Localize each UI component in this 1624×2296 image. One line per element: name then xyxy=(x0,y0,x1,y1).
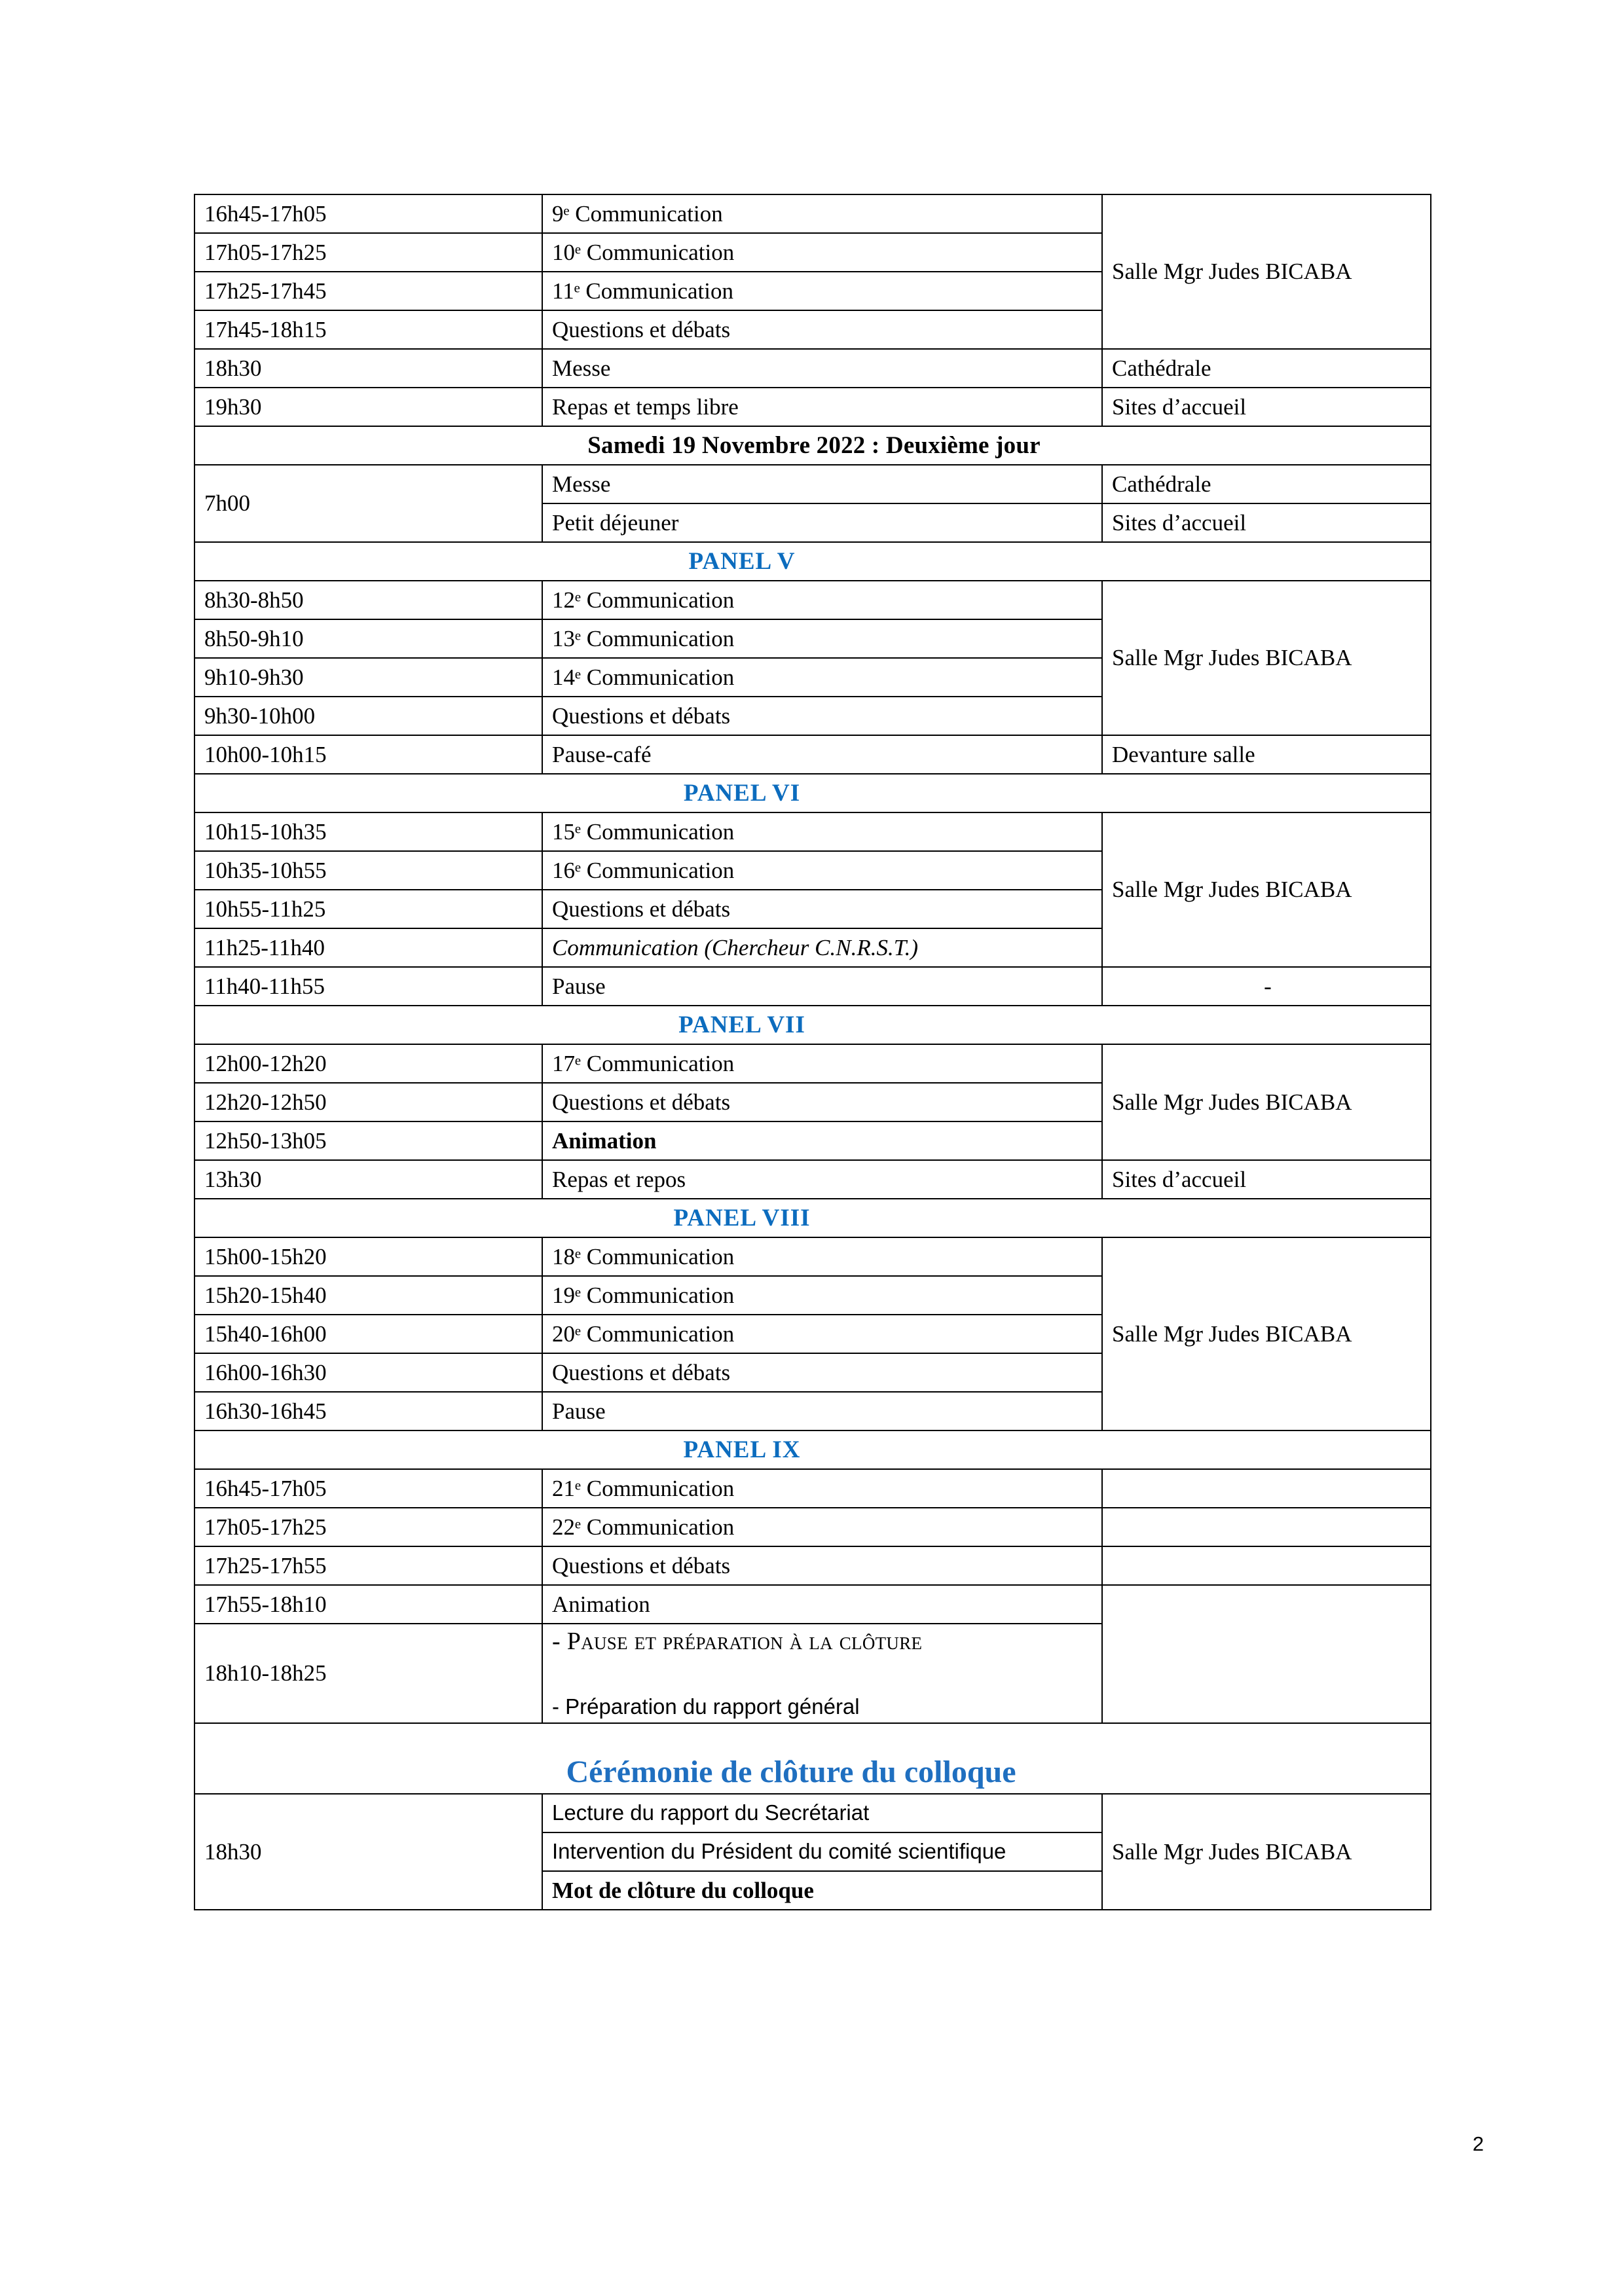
cell-activity: 9ᵉ Communication xyxy=(542,194,1102,233)
cell-time: 17h25-17h45 xyxy=(194,272,542,310)
cell-time: 17h45-18h15 xyxy=(194,310,542,349)
table-row xyxy=(194,967,1431,1006)
panel-heading-cell xyxy=(194,542,1431,581)
schedule-table xyxy=(194,194,1431,1910)
table-row xyxy=(194,1044,1431,1083)
cell-activity: 10ᵉ Communication xyxy=(542,233,1102,272)
cell-activity: Questions et débats xyxy=(542,890,1102,928)
cell-activity: Repas et repos xyxy=(542,1160,1102,1199)
cell-time: 9h10-9h30 xyxy=(194,658,542,697)
panel-heading-cell xyxy=(194,1199,1431,1237)
cell-time: 12h20-12h50 xyxy=(194,1083,542,1121)
panel-label: PANEL IX xyxy=(683,1436,801,1463)
table-row xyxy=(194,349,1431,388)
panel-heading-row xyxy=(194,1430,1431,1469)
table-row xyxy=(194,194,1431,233)
schedule-sheet xyxy=(194,194,1430,1910)
cell-activity: Questions et débats xyxy=(542,697,1102,735)
cell-time: 11h25-11h40 xyxy=(194,928,542,967)
closing-ceremony-title: Cérémonie de clôture du colloque xyxy=(566,1754,1016,1789)
cell-time: 16h45-17h05 xyxy=(194,194,542,233)
panel-heading-row xyxy=(194,1199,1431,1237)
table-row xyxy=(194,465,1431,503)
cell-time: 11h40-11h55 xyxy=(194,967,542,1006)
cell-time: 18h30 xyxy=(194,349,542,388)
cell-activity: 11ᵉ Communication xyxy=(542,272,1102,310)
cell-time: 16h45-17h05 xyxy=(194,1469,542,1508)
cell-venue: Devanture salle xyxy=(1102,735,1431,774)
cell-activity: Animation xyxy=(542,1585,1102,1624)
panel-heading-cell xyxy=(194,1430,1431,1469)
panel-label: PANEL VIII xyxy=(673,1204,811,1231)
cell-venue xyxy=(1102,1585,1431,1723)
table-row xyxy=(194,1160,1431,1199)
page-number: 2 xyxy=(1472,2132,1484,2155)
cell-venue: Cathédrale xyxy=(1102,465,1431,503)
table-row xyxy=(194,1546,1431,1585)
panel-heading-row xyxy=(194,1006,1431,1044)
cell-activity: Questions et débats xyxy=(542,1353,1102,1392)
cell-time: 10h15-10h35 xyxy=(194,812,542,851)
cell-time: 15h20-15h40 xyxy=(194,1276,542,1315)
day-banner-row xyxy=(194,426,1431,465)
panel-label: PANEL VI xyxy=(683,779,801,807)
cell-activity: 18ᵉ Communication xyxy=(542,1237,1102,1276)
cell-venue: Salle Mgr Judes BICABA xyxy=(1102,1044,1431,1160)
table-row xyxy=(194,735,1431,774)
cell-activity: Questions et débats xyxy=(542,310,1102,349)
cell-time: 8h30-8h50 xyxy=(194,581,542,619)
table-row xyxy=(194,1585,1431,1624)
cell-time: 15h00-15h20 xyxy=(194,1237,542,1276)
cell-activity: Pause xyxy=(542,967,1102,1006)
cell-time: 10h35-10h55 xyxy=(194,851,542,890)
cell-time: 17h55-18h10 xyxy=(194,1585,542,1624)
cell-activity: 12ᵉ Communication xyxy=(542,581,1102,619)
cell-activity: Messe xyxy=(542,349,1102,388)
cell-time: 15h40-16h00 xyxy=(194,1315,542,1353)
cell-time: 19h30 xyxy=(194,388,542,426)
pause-preparation-line: - Pause et préparation à la clôture xyxy=(552,1628,923,1655)
cell-time: 10h55-11h25 xyxy=(194,890,542,928)
cell-venue xyxy=(1102,1546,1431,1585)
cell-activity: Questions et débats xyxy=(542,1083,1102,1121)
cell-venue: Salle Mgr Judes BICABA xyxy=(1102,1794,1431,1910)
panel-label: PANEL VII xyxy=(678,1011,805,1038)
cell-activity xyxy=(542,1624,1102,1723)
cell-venue: Salle Mgr Judes BICABA xyxy=(1102,1237,1431,1430)
cell-activity: Communication (Chercheur C.N.R.S.T.) xyxy=(542,928,1102,967)
cell-activity: 13ᵉ Communication xyxy=(542,619,1102,658)
cell-venue: Salle Mgr Judes BICABA xyxy=(1102,194,1431,349)
cell-venue xyxy=(1102,1469,1431,1508)
cell-activity: Animation xyxy=(542,1121,1102,1160)
table-row xyxy=(194,1469,1431,1508)
cell-activity: Mot de clôture du colloque xyxy=(542,1871,1102,1910)
table-row xyxy=(194,388,1431,426)
cell-venue: Cathédrale xyxy=(1102,349,1431,388)
cell-activity: Pause-café xyxy=(542,735,1102,774)
panel-heading-row xyxy=(194,542,1431,581)
cell-activity: Messe xyxy=(542,465,1102,503)
cell-activity: 15ᵉ Communication xyxy=(542,812,1102,851)
cell-venue: Salle Mgr Judes BICABA xyxy=(1102,812,1431,967)
cell-activity: 21ᵉ Communication xyxy=(542,1469,1102,1508)
table-row xyxy=(194,812,1431,851)
cell-time: 12h00-12h20 xyxy=(194,1044,542,1083)
cell-time: 7h00 xyxy=(194,465,542,542)
closing-ceremony-cell xyxy=(194,1723,1431,1795)
cell-activity: Pause xyxy=(542,1392,1102,1430)
cell-activity: 19ᵉ Communication xyxy=(542,1276,1102,1315)
cell-time: 10h00-10h15 xyxy=(194,735,542,774)
rapport-general-line: - Préparation du rapport général xyxy=(552,1694,860,1719)
table-row xyxy=(194,1794,1431,1832)
cell-venue: Sites d’accueil xyxy=(1102,503,1431,542)
table-row xyxy=(194,581,1431,619)
cell-activity: Lecture du rapport du Secrétariat xyxy=(542,1794,1102,1832)
panel-label: PANEL V xyxy=(688,547,796,575)
cell-time: 9h30-10h00 xyxy=(194,697,542,735)
cell-time: 18h10-18h25 xyxy=(194,1624,542,1723)
cell-time: 17h05-17h25 xyxy=(194,1508,542,1546)
cell-time: 12h50-13h05 xyxy=(194,1121,542,1160)
cell-activity: 16ᵉ Communication xyxy=(542,851,1102,890)
cell-activity: 17ᵉ Communication xyxy=(542,1044,1102,1083)
cell-activity: Intervention du Président du comité scientifique xyxy=(542,1832,1102,1871)
cell-time: 17h05-17h25 xyxy=(194,233,542,272)
cell-activity: 20ᵉ Communication xyxy=(542,1315,1102,1353)
cell-time: 16h00-16h30 xyxy=(194,1353,542,1392)
day-banner-label: Samedi 19 Novembre 2022 : Deuxième jour xyxy=(194,426,1431,465)
cell-activity: 14ᵉ Communication xyxy=(542,658,1102,697)
cell-activity: Petit déjeuner xyxy=(542,503,1102,542)
cell-time: 13h30 xyxy=(194,1160,542,1199)
cell-time: 18h30 xyxy=(194,1794,542,1910)
cell-time: 17h25-17h55 xyxy=(194,1546,542,1585)
panel-heading-row xyxy=(194,774,1431,812)
cell-time: 8h50-9h10 xyxy=(194,619,542,658)
panel-heading-cell xyxy=(194,774,1431,812)
cell-venue: - xyxy=(1102,967,1431,1006)
table-row xyxy=(194,1237,1431,1276)
cell-venue: Sites d’accueil xyxy=(1102,388,1431,426)
cell-activity: Questions et débats xyxy=(542,1546,1102,1585)
cell-venue: Sites d’accueil xyxy=(1102,1160,1431,1199)
cell-activity: Repas et temps libre xyxy=(542,388,1102,426)
panel-heading-cell xyxy=(194,1006,1431,1044)
cell-venue xyxy=(1102,1508,1431,1546)
cell-activity: 22ᵉ Communication xyxy=(542,1508,1102,1546)
cell-venue: Salle Mgr Judes BICABA xyxy=(1102,581,1431,735)
table-row xyxy=(194,1508,1431,1546)
closing-ceremony-row xyxy=(194,1723,1431,1795)
cell-time: 16h30-16h45 xyxy=(194,1392,542,1430)
